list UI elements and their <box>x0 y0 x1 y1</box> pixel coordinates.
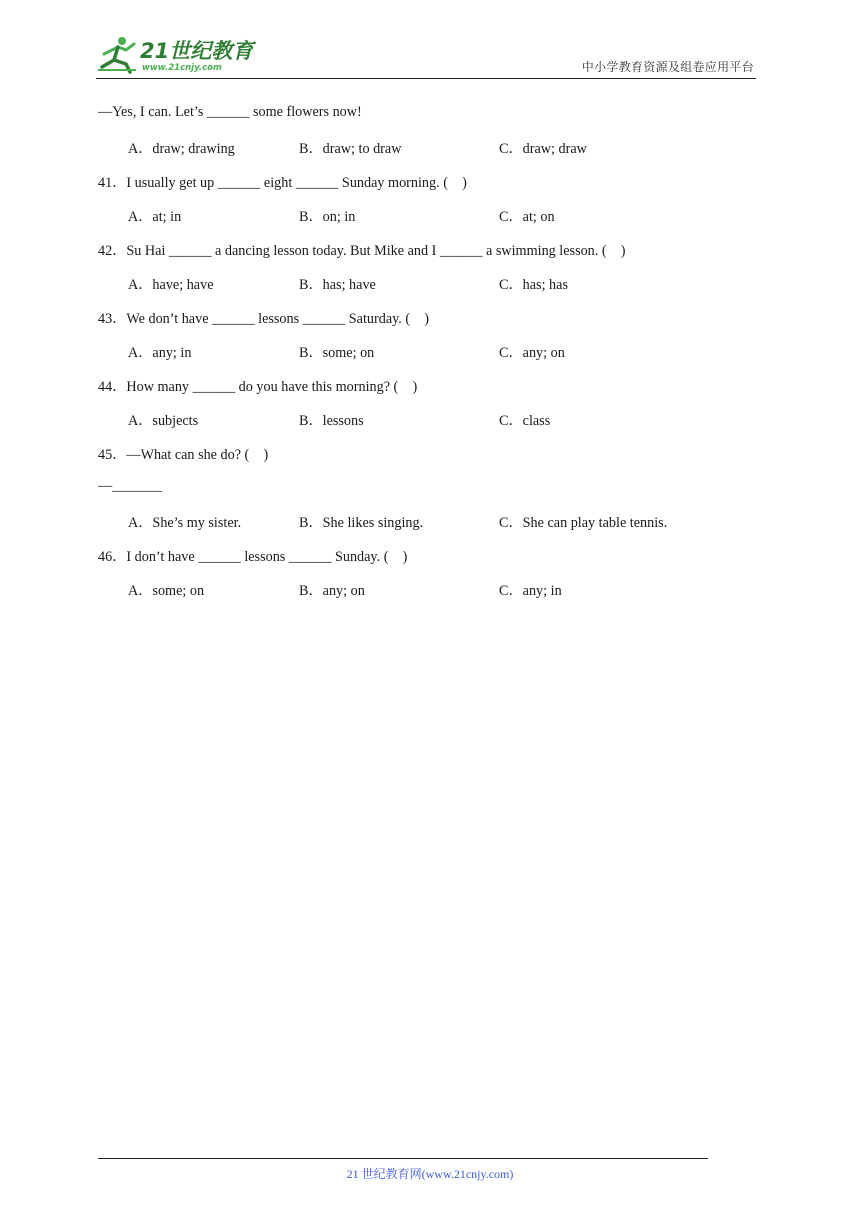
question-46-option-b: B．any; on <box>299 583 365 599</box>
question-45-answer-line: —_______ <box>98 478 162 494</box>
question-45-option-b: B．She likes singing. <box>299 515 424 531</box>
question-43-option-b: B．some; on <box>299 345 375 361</box>
header-platform-text: 中小学教育资源及组卷应用平台 <box>581 60 754 74</box>
question-46-option-c: C．any; in <box>499 583 562 599</box>
logo <box>96 34 266 74</box>
logo-runner-icon <box>96 34 266 74</box>
question-44-option-a: A．subjects <box>128 413 199 429</box>
intro-option-c: C．draw; draw <box>499 141 587 157</box>
footer-text[interactable]: 21 世纪教育网(www.21cnjy.com) <box>346 1167 514 1181</box>
question-42-option-b: B．has; have <box>299 277 376 293</box>
question-42: 42．Su Hai ______ a dancing lesson today. But Mike and I ______ a swimming lesson. ( ) <box>98 243 626 259</box>
question-42-option-c: C．has; has <box>499 277 568 293</box>
question-44-option-c: C．class <box>499 413 551 429</box>
question-43-option-c: C．any; on <box>499 345 565 361</box>
question-41: 41．I usually get up ______ eight ______ Sunday morning. ( ) <box>98 175 467 191</box>
intro-line: —Yes, I can. Let’s ______ some flowers now! <box>98 104 362 120</box>
question-45: 45．—What can she do? ( ) <box>98 447 269 463</box>
question-44: 44．How many ______ do you have this morning? ( ) <box>98 379 418 395</box>
question-45-option-c: C．She can play table tennis. <box>499 515 668 531</box>
question-46: 46．I don’t have ______ lessons ______ Sunday. ( ) <box>98 549 408 565</box>
question-44-option-b: B．lessons <box>299 413 364 429</box>
question-45-option-a: A．She’s my sister. <box>128 515 242 531</box>
logo-text: 21世纪教育 <box>140 39 254 63</box>
question-41-option-a: A．at; in <box>128 209 182 225</box>
intro-option-b: B．draw; to draw <box>299 141 402 157</box>
footer-divider <box>98 1158 708 1159</box>
question-43: 43．We don’t have ______ lessons ______ Saturday. ( ) <box>98 311 430 327</box>
question-41-option-c: C．at; on <box>499 209 555 225</box>
question-41-option-b: B．on; in <box>299 209 356 225</box>
logo-url: www.21cnjy.com <box>142 63 222 73</box>
page-header <box>96 30 756 79</box>
question-42-option-a: A．have; have <box>128 277 214 293</box>
intro-option-a: A．draw; drawing <box>128 141 235 157</box>
question-46-option-a: A．some; on <box>128 583 205 599</box>
question-43-option-a: A．any; in <box>128 345 192 361</box>
